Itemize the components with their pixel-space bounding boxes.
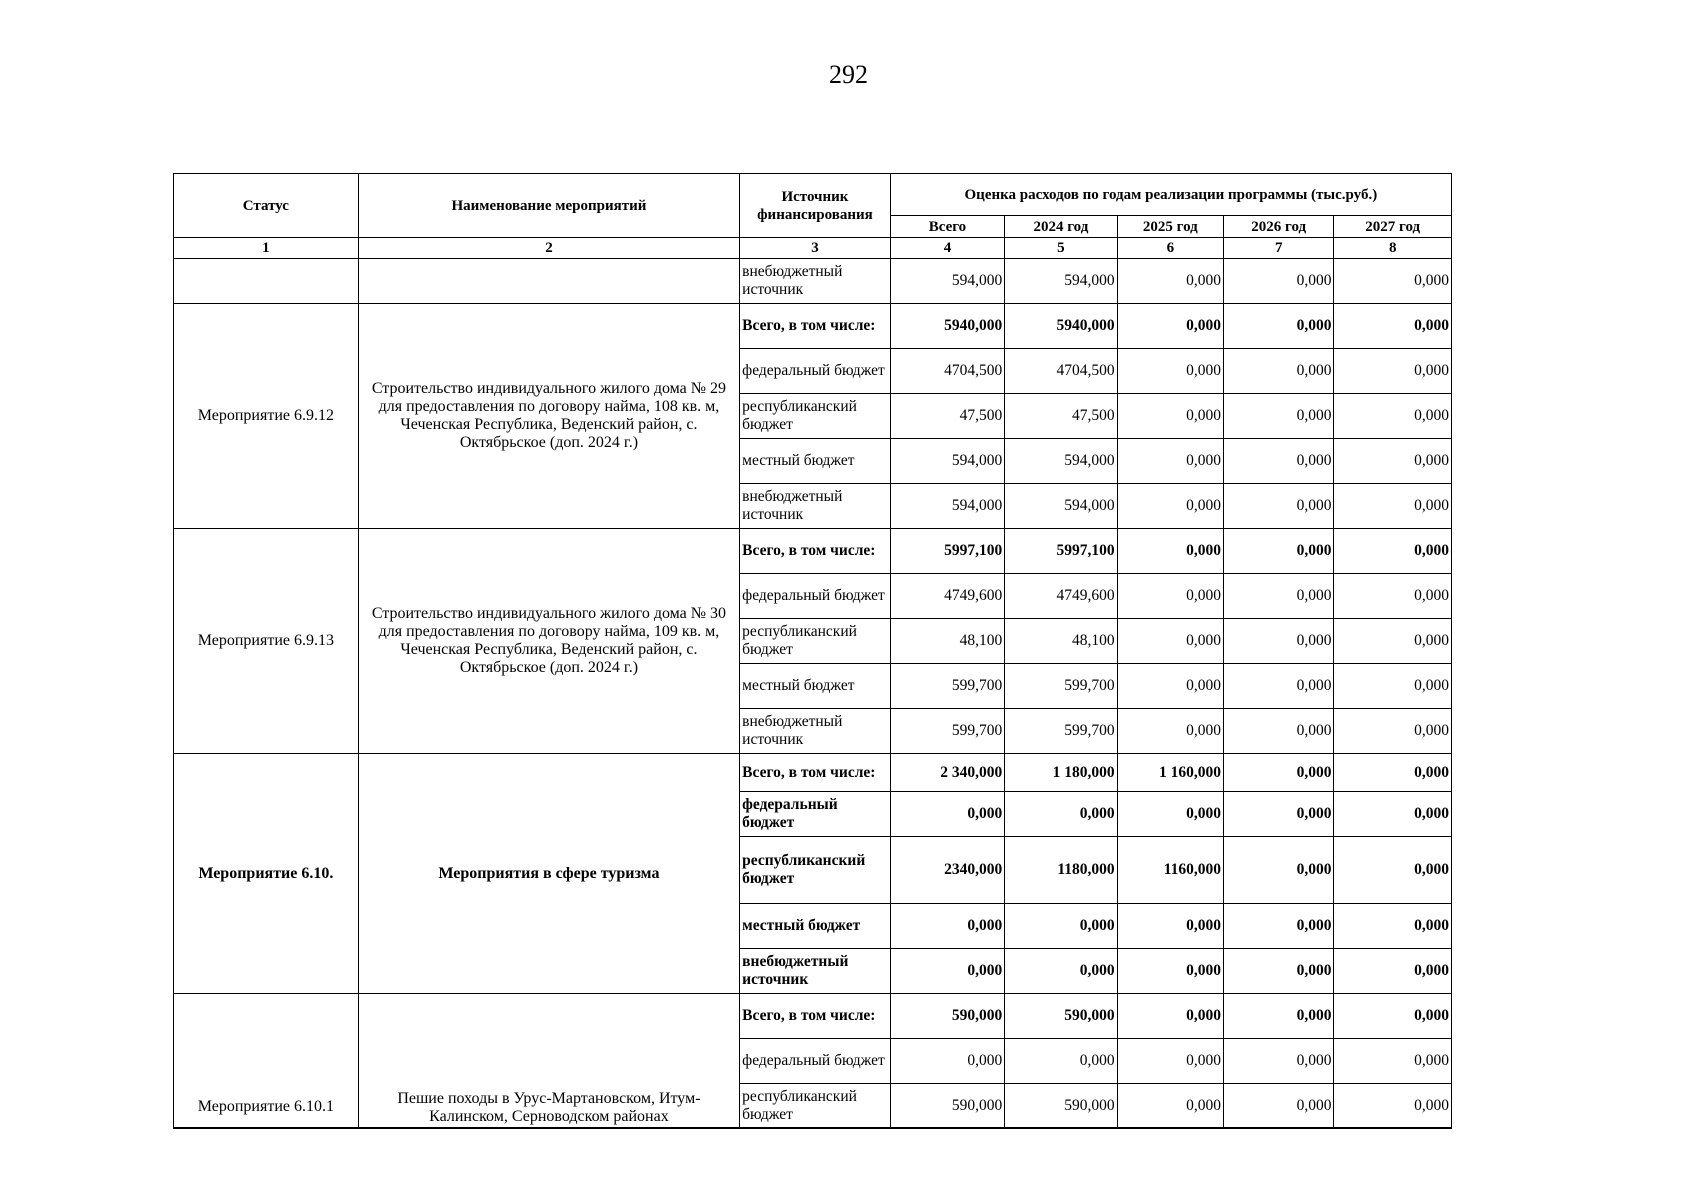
name-cell: Пешие походы в Урус-Мартановском, Итум-Калинском, Серноводском районах [358,994,739,1129]
value-cell: 1160,000 [1117,837,1223,904]
value-cell: 4704,500 [890,349,1004,394]
value-cell: 0,000 [1224,754,1334,792]
name-cell [358,259,739,304]
value-cell: 0,000 [1117,792,1223,837]
value-cell: 0,000 [1117,349,1223,394]
value-cell: 0,000 [1334,439,1452,484]
value-cell: 1180,000 [1005,837,1117,904]
value-cell: 0,000 [1224,439,1334,484]
source-cell: местный бюджет [740,439,891,484]
header-estimate: Оценка расходов по годам реализации программы (тыс.руб.) [890,174,1451,216]
value-cell: 0,000 [1224,949,1334,994]
source-cell: федеральный бюджет [740,349,891,394]
value-cell: 47,500 [1005,394,1117,439]
value-cell: 0,000 [1117,484,1223,529]
value-cell: 0,000 [1224,304,1334,349]
value-cell: 0,000 [1224,529,1334,574]
table-row [174,754,1452,792]
value-cell: 590,000 [890,1084,1004,1129]
value-cell: 590,000 [1005,1084,1117,1129]
header-status: Статус [174,174,359,238]
value-cell: 4704,500 [1005,349,1117,394]
value-cell: 0,000 [1117,949,1223,994]
source-cell: федеральный бюджет [740,1039,891,1084]
col-number: 8 [1334,238,1452,259]
value-cell: 0,000 [1334,304,1452,349]
value-cell: 0,000 [1334,349,1452,394]
header-2025: 2025 год [1117,216,1223,238]
value-cell: 0,000 [1224,619,1334,664]
value-cell: 0,000 [1117,574,1223,619]
value-cell: 0,000 [1117,439,1223,484]
source-cell: Всего, в том числе: [740,754,891,792]
value-cell: 594,000 [890,484,1004,529]
value-cell: 0,000 [1224,259,1334,304]
value-cell: 0,000 [1334,664,1452,709]
col-number: 2 [358,238,739,259]
source-cell: республиканский бюджет [740,837,891,904]
source-cell: республиканский бюджет [740,619,891,664]
header-source: Источник финансирования [740,174,891,238]
value-cell: 0,000 [1224,574,1334,619]
value-cell: 594,000 [1005,259,1117,304]
name-cell: Строительство индивидуального жилого дома № 30 для предоставления по договору найма, 109 кв. м, Чеченская Республика, Веденский район, с. Октябрьское (доп. 2024 г.) [358,529,739,754]
value-cell: 5940,000 [890,304,1004,349]
value-cell: 1 160,000 [1117,754,1223,792]
status-cell: Мероприятие 6.9.12 [174,304,359,529]
value-cell: 0,000 [1117,1084,1223,1129]
col-number: 1 [174,238,359,259]
col-number: 4 [890,238,1004,259]
value-cell: 0,000 [1334,837,1452,904]
value-cell: 599,700 [890,664,1004,709]
value-cell: 2 340,000 [890,754,1004,792]
source-cell: Всего, в том числе: [740,994,891,1039]
value-cell: 0,000 [1334,1039,1452,1084]
status-cell [174,259,359,304]
source-cell: республиканский бюджет [740,1084,891,1129]
value-cell: 0,000 [1224,837,1334,904]
source-cell: федеральный бюджет [740,574,891,619]
value-cell: 4749,600 [1005,574,1117,619]
source-cell: федеральный бюджет [740,792,891,837]
value-cell: 0,000 [890,1039,1004,1084]
source-cell: республиканский бюджет [740,394,891,439]
value-cell: 0,000 [1334,709,1452,754]
source-cell: Всего, в том числе: [740,529,891,574]
source-cell: местный бюджет [740,664,891,709]
value-cell: 590,000 [1005,994,1117,1039]
value-cell: 4749,600 [890,574,1004,619]
value-cell: 0,000 [890,904,1004,949]
value-cell: 0,000 [1117,709,1223,754]
col-number: 5 [1005,238,1117,259]
value-cell: 0,000 [1334,792,1452,837]
source-cell: Всего, в том числе: [740,304,891,349]
value-cell: 594,000 [890,439,1004,484]
value-cell: 0,000 [1005,792,1117,837]
value-cell: 0,000 [1117,664,1223,709]
source-cell: внебюджетный источник [740,259,891,304]
page-number: 292 [829,60,868,89]
header-2027: 2027 год [1334,216,1452,238]
value-cell: 599,700 [1005,664,1117,709]
value-cell: 5940,000 [1005,304,1117,349]
header-total: Всего [890,216,1004,238]
name-cell: Мероприятия в сфере туризма [358,754,739,994]
value-cell: 0,000 [1334,949,1452,994]
value-cell: 599,700 [1005,709,1117,754]
value-cell: 2340,000 [890,837,1004,904]
value-cell: 0,000 [1117,394,1223,439]
status-cell: Мероприятие 6.9.13 [174,529,359,754]
table-body [174,238,1452,1129]
header-2026: 2026 год [1224,216,1334,238]
status-cell: Мероприятие 6.10.1 [174,994,359,1129]
value-cell: 594,000 [1005,484,1117,529]
table-row [174,529,1452,574]
column-numbers-row [174,238,1452,259]
value-cell: 1 180,000 [1005,754,1117,792]
table-row [174,994,1452,1039]
value-cell: 0,000 [1005,1039,1117,1084]
value-cell: 0,000 [1005,949,1117,994]
header-2024: 2024 год [1005,216,1117,238]
value-cell: 0,000 [1224,484,1334,529]
value-cell: 0,000 [1224,994,1334,1039]
value-cell: 0,000 [1224,792,1334,837]
value-cell: 0,000 [1117,529,1223,574]
value-cell: 0,000 [1117,259,1223,304]
value-cell: 0,000 [1334,994,1452,1039]
value-cell: 0,000 [1224,349,1334,394]
value-cell: 48,100 [890,619,1004,664]
value-cell: 0,000 [1334,904,1452,949]
value-cell: 0,000 [1224,1039,1334,1084]
value-cell: 590,000 [890,994,1004,1039]
table-row [174,259,1452,304]
budget-table [173,173,1452,1129]
value-cell: 0,000 [1224,1084,1334,1129]
value-cell: 0,000 [1224,709,1334,754]
value-cell: 0,000 [1117,304,1223,349]
value-cell: 0,000 [1334,484,1452,529]
col-number: 6 [1117,238,1223,259]
value-cell: 599,700 [890,709,1004,754]
value-cell: 0,000 [1334,619,1452,664]
value-cell: 0,000 [1334,529,1452,574]
value-cell: 0,000 [1224,904,1334,949]
value-cell: 0,000 [1117,1039,1223,1084]
header-name: Наименование мероприятий [358,174,739,238]
value-cell: 5997,100 [890,529,1004,574]
value-cell: 0,000 [1334,259,1452,304]
value-cell: 0,000 [890,792,1004,837]
value-cell: 47,500 [890,394,1004,439]
status-cell: Мероприятие 6.10. [174,754,359,994]
value-cell: 48,100 [1005,619,1117,664]
source-cell: внебюджетный источник [740,709,891,754]
source-cell: местный бюджет [740,904,891,949]
value-cell: 0,000 [1334,394,1452,439]
value-cell: 0,000 [1117,904,1223,949]
col-number: 7 [1224,238,1334,259]
name-cell: Строительство индивидуального жилого дома № 29 для предоставления по договору найма, 108 кв. м, Чеченская Республика, Веденский район, с. Октябрьское (доп. 2024 г.) [358,304,739,529]
value-cell: 0,000 [1334,1084,1452,1129]
value-cell: 0,000 [1224,394,1334,439]
value-cell: 0,000 [1117,619,1223,664]
value-cell: 0,000 [890,949,1004,994]
source-cell: внебюджетный источник [740,484,891,529]
value-cell: 0,000 [1005,904,1117,949]
value-cell: 0,000 [1117,994,1223,1039]
value-cell: 0,000 [1224,664,1334,709]
value-cell: 5997,100 [1005,529,1117,574]
value-cell: 0,000 [1334,574,1452,619]
page-cut-line [173,1127,1452,1128]
value-cell: 594,000 [1005,439,1117,484]
col-number: 3 [740,238,891,259]
value-cell: 594,000 [890,259,1004,304]
source-cell: внебюджетный источник [740,949,891,994]
value-cell: 0,000 [1334,754,1452,792]
table-row [174,304,1452,349]
